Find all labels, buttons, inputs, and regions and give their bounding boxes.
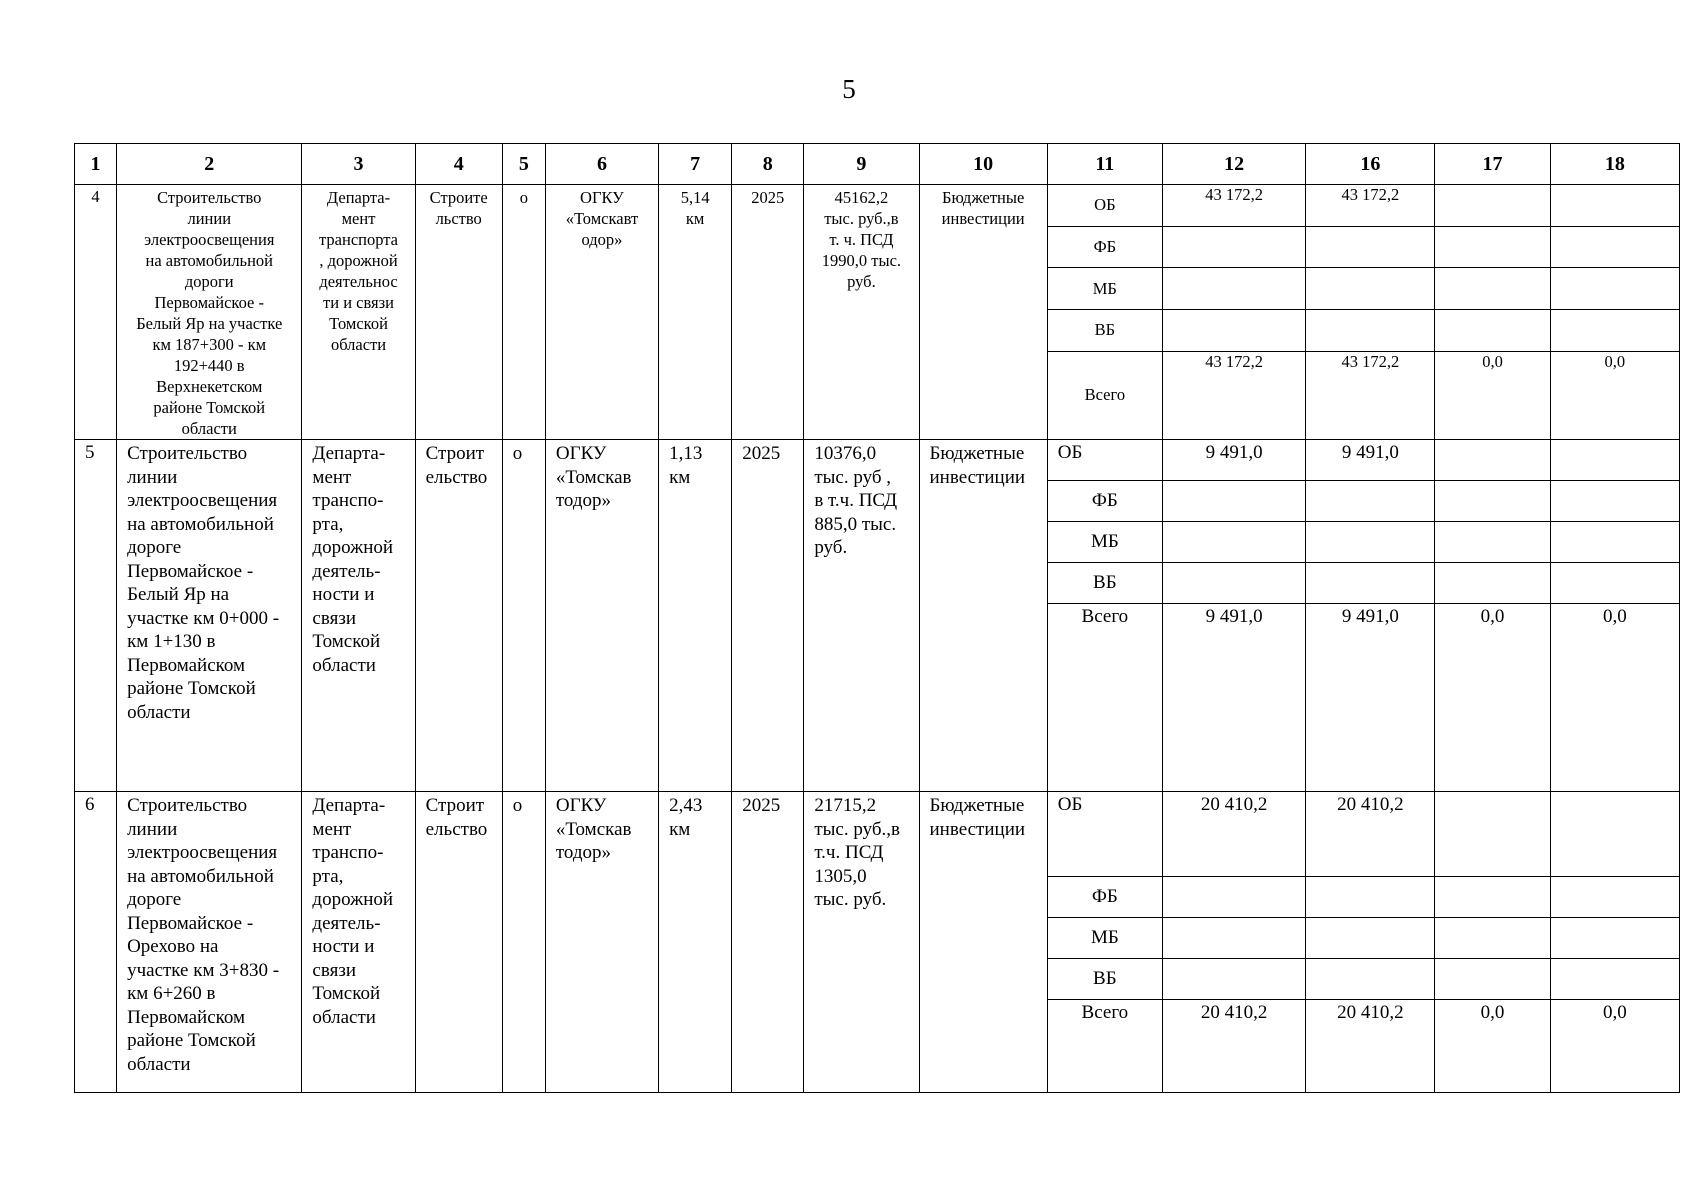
value-col16: 9 491,0 <box>1306 604 1435 792</box>
funding-source: МБ <box>1047 268 1162 310</box>
capacity: 1,13 км <box>659 440 732 792</box>
funding-source: ОБ <box>1047 185 1162 227</box>
object-name: Строительство линии электроосвещения на автомобильной дороге Первомайское - Белый Яр на участке км 0+000 - км 1+130 в Первомайском районе Томской области <box>117 440 302 792</box>
table-row <box>75 440 1680 481</box>
value-col17 <box>1435 563 1550 604</box>
value-col18: 0,0 <box>1550 604 1679 792</box>
value-col17 <box>1435 309 1550 351</box>
funding-source: ФБ <box>1047 226 1162 268</box>
value-col16 <box>1306 563 1435 604</box>
col-header: 1 <box>75 144 117 185</box>
year: 2025 <box>732 792 804 1093</box>
col5-value: о <box>502 792 545 1093</box>
value-col16 <box>1306 268 1435 310</box>
value-col18 <box>1550 792 1679 877</box>
col-header: 7 <box>659 144 732 185</box>
col-header: 4 <box>415 144 502 185</box>
value-col16: 9 491,0 <box>1306 440 1435 481</box>
value-col18: 0,0 <box>1550 1000 1679 1093</box>
value-col16 <box>1306 918 1435 959</box>
value-col18 <box>1550 522 1679 563</box>
value-col17 <box>1435 959 1550 1000</box>
cost: 10376,0 тыс. руб , в т.ч. ПСД 885,0 тыс. руб. <box>804 440 919 792</box>
value-col17 <box>1435 877 1550 918</box>
customer: ОГКУ «Томскав тодор» <box>545 792 658 1093</box>
value-col17 <box>1435 522 1550 563</box>
value-col12: 9 491,0 <box>1162 440 1305 481</box>
capacity: 5,14 км <box>659 185 732 440</box>
value-col18 <box>1550 563 1679 604</box>
value-col16 <box>1306 959 1435 1000</box>
year: 2025 <box>732 185 804 440</box>
value-col12 <box>1162 309 1305 351</box>
value-col17 <box>1435 226 1550 268</box>
value-col18 <box>1550 185 1679 227</box>
value-col17: 0,0 <box>1435 351 1550 439</box>
col-header: 8 <box>732 144 804 185</box>
work-type: Строите льство <box>415 185 502 440</box>
value-col12 <box>1162 268 1305 310</box>
value-col18 <box>1550 268 1679 310</box>
value-col16: 43 172,2 <box>1306 185 1435 227</box>
value-col18 <box>1550 440 1679 481</box>
value-col17 <box>1435 185 1550 227</box>
value-col12 <box>1162 481 1305 522</box>
work-type: Строит ельство <box>415 792 502 1093</box>
value-col17 <box>1435 918 1550 959</box>
investment-type: Бюджетные инвестиции <box>919 185 1047 440</box>
col-header: 5 <box>502 144 545 185</box>
col5-value: о <box>502 440 545 792</box>
work-type: Строит ельство <box>415 440 502 792</box>
value-col18 <box>1550 959 1679 1000</box>
value-col18 <box>1550 226 1679 268</box>
value-col16: 43 172,2 <box>1306 351 1435 439</box>
value-col12: 20 410,2 <box>1162 792 1305 877</box>
investment-type: Бюджетные инвестиции <box>919 792 1047 1093</box>
col-header: 6 <box>545 144 658 185</box>
funding-source: Всего <box>1047 351 1162 439</box>
customer: ОГКУ «Томскавт одор» <box>545 185 658 440</box>
value-col18 <box>1550 877 1679 918</box>
row-number: 6 <box>75 792 117 1093</box>
value-col16 <box>1306 309 1435 351</box>
value-col16: 20 410,2 <box>1306 792 1435 877</box>
row-number: 4 <box>75 185 117 440</box>
funding-source: ОБ <box>1047 792 1162 877</box>
department: Департа- мент транспорта , дорожной деятельнос ти и связи Томской области <box>302 185 415 440</box>
value-col12 <box>1162 522 1305 563</box>
funding-source: ВБ <box>1047 959 1162 1000</box>
value-col16 <box>1306 522 1435 563</box>
funding-source: ОБ <box>1047 440 1162 481</box>
value-col17 <box>1435 792 1550 877</box>
value-col18 <box>1550 918 1679 959</box>
value-col12 <box>1162 877 1305 918</box>
funding-source: Всего <box>1047 1000 1162 1093</box>
col-header: 12 <box>1162 144 1305 185</box>
funding-source: МБ <box>1047 918 1162 959</box>
value-col12 <box>1162 563 1305 604</box>
object-name: Строительство линии электроосвещения на автомобильной дороги Первомайское - Белый Яр на участке км 187+300 - км 192+440 в Верхнекетском районе Томской области <box>117 185 302 440</box>
funding-source: МБ <box>1047 522 1162 563</box>
value-col16 <box>1306 481 1435 522</box>
value-col12 <box>1162 918 1305 959</box>
col-header: 17 <box>1435 144 1550 185</box>
value-col16 <box>1306 877 1435 918</box>
cost: 21715,2 тыс. руб.,в т.ч. ПСД 1305,0 тыс. руб. <box>804 792 919 1093</box>
customer: ОГКУ «Томскав тодор» <box>545 440 658 792</box>
col-header: 2 <box>117 144 302 185</box>
funding-source: Всего <box>1047 604 1162 792</box>
value-col17: 0,0 <box>1435 604 1550 792</box>
department: Департа- мент транспо- рта, дорожной деятель- ности и связи Томской области <box>302 792 415 1093</box>
funding-source: ФБ <box>1047 877 1162 918</box>
value-col18 <box>1550 309 1679 351</box>
value-col17 <box>1435 440 1550 481</box>
col5-value: о <box>502 185 545 440</box>
value-col12: 20 410,2 <box>1162 1000 1305 1093</box>
page-number: 5 <box>842 74 856 104</box>
col-header: 10 <box>919 144 1047 185</box>
value-col18: 0,0 <box>1550 351 1679 439</box>
year: 2025 <box>732 440 804 792</box>
value-col18 <box>1550 481 1679 522</box>
cost: 45162,2 тыс. руб.,в т. ч. ПСД 1990,0 тыс. руб. <box>804 185 919 440</box>
object-name: Строительство линии электроосвещения на автомобильной дороге Первомайское - Орехово на участке км 3+830 - км 6+260 в Первомайском районе Томской области <box>117 792 302 1093</box>
col-header: 18 <box>1550 144 1679 185</box>
value-col12: 9 491,0 <box>1162 604 1305 792</box>
table-row <box>75 792 1680 877</box>
funding-source: ВБ <box>1047 309 1162 351</box>
investment-type: Бюджетные инвестиции <box>919 440 1047 792</box>
funding-source: ФБ <box>1047 481 1162 522</box>
header-row <box>75 144 1680 185</box>
table-row <box>75 185 1680 227</box>
value-col12 <box>1162 959 1305 1000</box>
capacity: 2,43 км <box>659 792 732 1093</box>
value-col16: 20 410,2 <box>1306 1000 1435 1093</box>
value-col12: 43 172,2 <box>1162 185 1305 227</box>
value-col17: 0,0 <box>1435 1000 1550 1093</box>
value-col12 <box>1162 226 1305 268</box>
value-col12: 43 172,2 <box>1162 351 1305 439</box>
department: Департа- мент транспо- рта, дорожной деятель- ности и связи Томской области <box>302 440 415 792</box>
value-col17 <box>1435 268 1550 310</box>
value-col17 <box>1435 481 1550 522</box>
funding-source: ВБ <box>1047 563 1162 604</box>
col-header: 3 <box>302 144 415 185</box>
col-header: 9 <box>804 144 919 185</box>
row-number: 5 <box>75 440 117 792</box>
value-col16 <box>1306 226 1435 268</box>
col-header: 16 <box>1306 144 1435 185</box>
investment-table <box>74 143 1680 1093</box>
col-header: 11 <box>1047 144 1162 185</box>
